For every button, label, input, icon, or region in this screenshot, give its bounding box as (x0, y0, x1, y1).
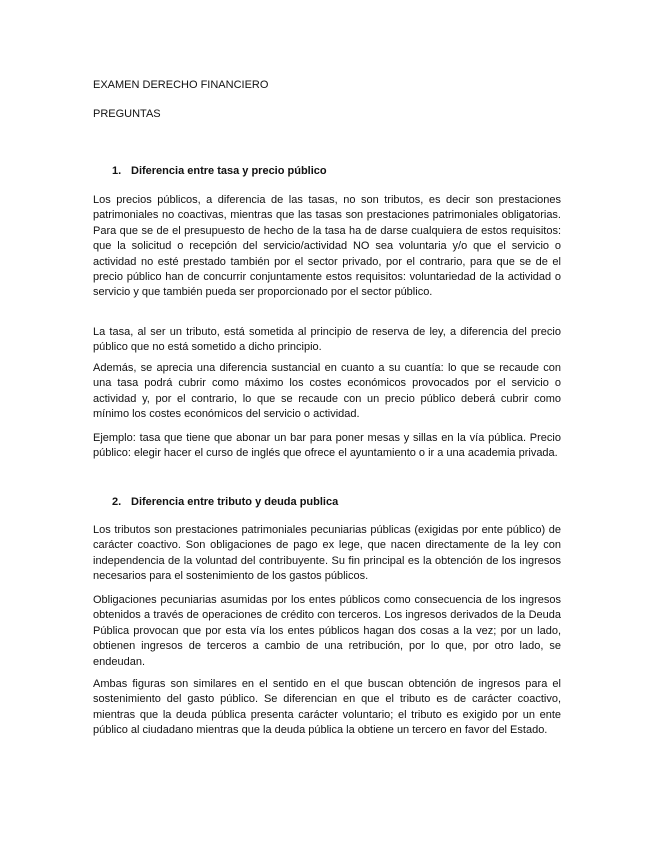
question-title: Diferencia entre tasa y precio público (131, 165, 327, 177)
q1-paragraph-3: Además, se aprecia una diferencia sustancial en cuanto a su cuantía: lo que se recaude con una tasa podrá cubrir como máximo los costes económicos provocados por el servicio o actividad y, por el contrario, lo que se recaude con un precio público deberá cubrir como mínimo los costes económicos del servicio o actividad. (93, 362, 561, 421)
question-number: 2. (112, 496, 122, 508)
q1-paragraph-4: Ejemplo: tasa que tiene que abonar un bar para poner mesas y sillas en la vía pública. Precio público: elegir hacer el curso de inglés que ofrece el ayuntamiento o ir a una academia privada. (93, 432, 561, 460)
question-number: 1. (112, 165, 122, 177)
question-title: Diferencia entre tributo y deuda publica (131, 496, 339, 508)
section-label: PREGUNTAS (93, 108, 161, 120)
q2-paragraph-1: Los tributos son prestaciones patrimoniales pecuniarias públicas (exigidas por ente público) de carácter coactivo. Son obligaciones de pago ex lege, que nacen directamente de la ley con independencia de la voluntad del contribuyente. Su fin principal es la obtención de los ingresos necesarios para el sostenimiento de los gastos públicos. (93, 524, 561, 583)
q2-paragraph-3: Ambas figuras son similares en el sentido en el que buscan obtención de ingresos para el sostenimiento del gasto público. Se diferencian en que el tributo es de carácter coactivo, mientras que la deuda pública presenta carácter voluntario; el tributo es exigido por un ente público al ciudadano mientras que la deuda pública la obtiene un tercero en favor del Estado. (93, 678, 561, 737)
q1-paragraph-2: La tasa, al ser un tributo, está sometida al principio de reserva de ley, a diferencia del precio público que no está sometido a dicho principio. (93, 326, 561, 354)
q1-paragraph-1: Los precios públicos, a diferencia de las tasas, no son tributos, es decir son prestaciones patrimoniales no coactivas, mientras que las tasas son prestaciones patrimoniales obligatorias. Para que se de el presupuesto de hecho de la tasa ha de darse cualquiera de estos requisitos: que la solicitud o recepción del servicio/actividad NO sea voluntaria y/o que el servicio o actividad no esté prestado también por el sector privado, por el contrario, para que se de el precio público han de concurrir conjuntamente estos requisitos: voluntariedad de la actividad o servicio y que también pueda ser proporcionado por el sector público. (93, 194, 561, 299)
document-title: EXAMEN DERECHO FINANCIERO (93, 79, 269, 91)
q2-paragraph-2: Obligaciones pecuniarias asumidas por los entes públicos como consecuencia de los ingresos obtenidos a través de operaciones de crédito con terceros. Los ingresos derivados de la Deuda Pública provocan que por esta vía los entes públicos hagan dos cosas a la vez; por un lado, obtienen ingresos de terceros a cambio de una retribución, por lo que, por otro lado, se endeudan. (93, 594, 561, 668)
question-1-heading (112, 164, 327, 179)
question-2-heading (112, 495, 338, 510)
